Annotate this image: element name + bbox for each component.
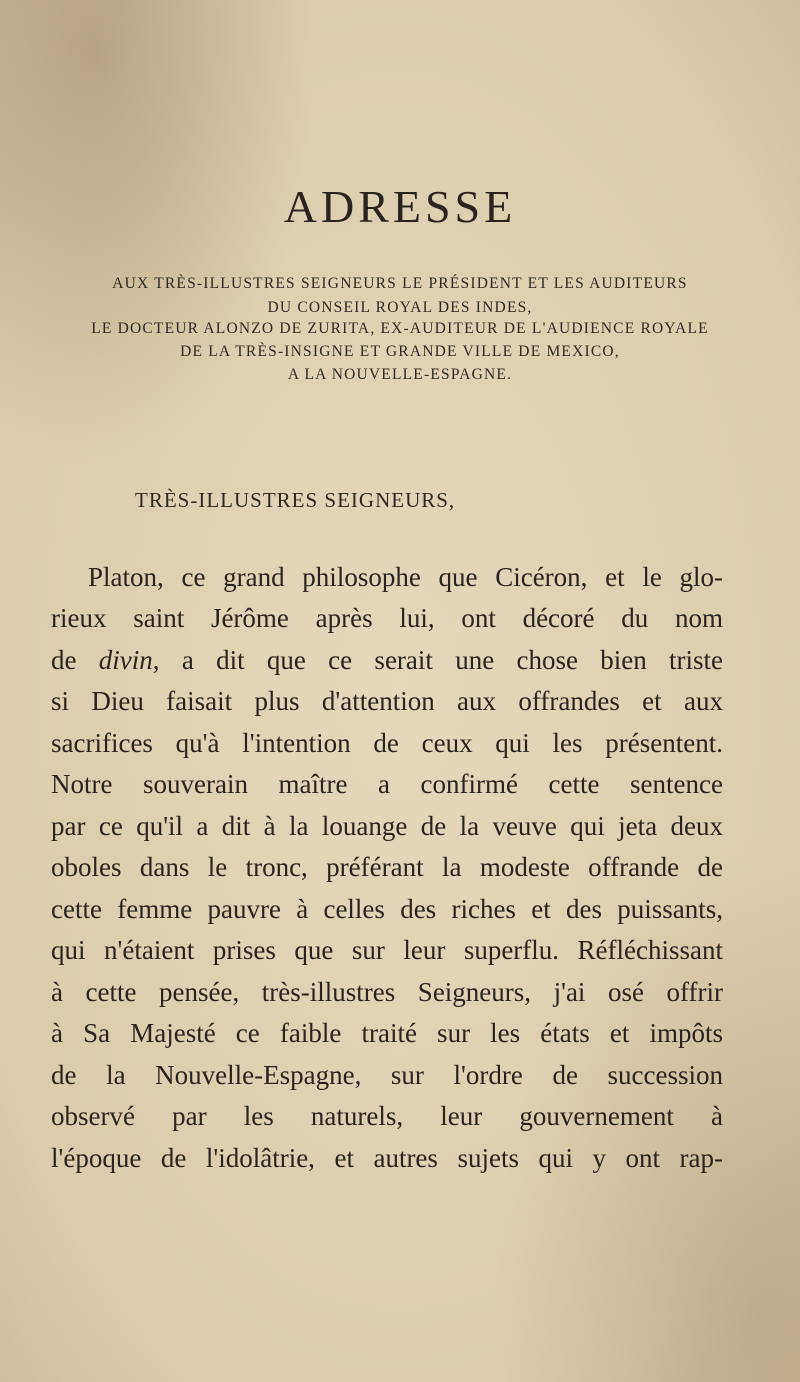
body-line: observé par les naturels, leur gouvernement à <box>51 1101 723 1131</box>
body-line: rieux saint Jérôme après lui, ont décoré du nom <box>51 603 723 633</box>
body-line: par ce qu'il a dit à la louange de la veuve qui jeta deux <box>51 811 723 841</box>
address-line: A LA NOUVELLE-ESPAGNE. <box>287 366 513 383</box>
body-line: de la Nouvelle-Espagne, sur l'ordre de succession <box>51 1060 723 1090</box>
emphasis-word: divin <box>98 645 153 675</box>
address-line: DU CONSEIL ROYAL DES INDES, <box>267 299 533 316</box>
body-line: à Sa Majesté ce faible traité sur les états et impôts <box>51 1018 723 1048</box>
body-line: de divin, a dit que ce serait une chose bien triste <box>51 645 723 675</box>
salutation: TRÈS-ILLUSTRES SEIGNEURS, <box>135 488 456 512</box>
body-line: cette femme pauvre à celles des riches et des puissants, <box>51 894 723 924</box>
page-title: ADRESSE <box>283 181 517 232</box>
address-line: DE LA TRÈS-INSIGNE ET GRANDE VILLE DE MEXICO, <box>180 343 620 360</box>
body-line: à cette pensée, très-illustres Seigneurs, j'ai osé offrir <box>51 977 723 1007</box>
body-line: Notre souverain maître a confirmé cette sentence <box>51 769 723 799</box>
address-line: AUX TRÈS-ILLUSTRES SEIGNEURS LE PRÉSIDENT ET LES AUDITEURS <box>112 275 688 292</box>
body-line: sacrifices qu'à l'intention de ceux qui les présentent. <box>51 728 723 758</box>
body-line: l'époque de l'idolâtrie, et autres sujets qui y ont rap- <box>51 1143 723 1173</box>
body-line: Platon, ce grand philosophe que Cicéron, et le glo- <box>88 562 723 592</box>
body-line: oboles dans le tronc, préférant la modeste offrande de <box>51 852 723 882</box>
body-line: si Dieu faisait plus d'attention aux offrandes et aux <box>51 686 723 716</box>
address-line: LE DOCTEUR ALONZO DE ZURITA, EX-AUDITEUR DE L'AUDIENCE ROYALE <box>91 320 709 337</box>
body-line: qui n'étaient prises que sur leur superflu. Réfléchissant <box>51 935 723 965</box>
